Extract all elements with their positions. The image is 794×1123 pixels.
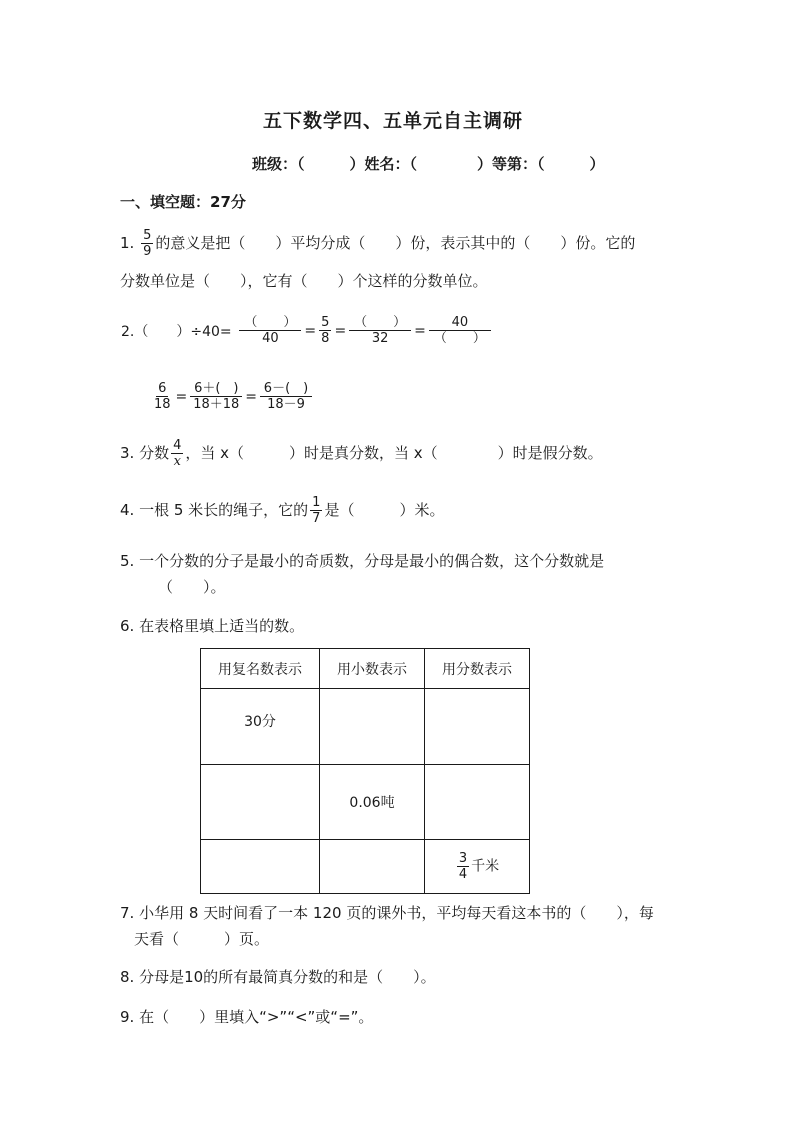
equals-sign: =: [175, 388, 188, 405]
fraction-numerator: （ ）: [349, 315, 411, 331]
question-8: 8. 分母是10的所有最简真分数的和是（ ）。: [120, 968, 436, 986]
table-cell: 30分: [201, 689, 320, 765]
fraction-numerator: 3: [458, 851, 468, 866]
fraction-denominator: 18＋18: [193, 397, 240, 412]
fraction-numerator: 1: [312, 495, 321, 510]
table-header-cell: 用分数表示: [425, 649, 530, 689]
question-2-row-1: [120, 315, 493, 346]
fraction: [310, 495, 322, 526]
fraction-denominator: 18－9: [267, 397, 305, 412]
equals-sign: =: [304, 322, 317, 339]
question-text: 3. 分数: [120, 444, 170, 462]
answer-table: [200, 648, 530, 894]
fraction: [319, 315, 331, 346]
table-cell-blank[interactable]: [320, 689, 425, 765]
table-cell-blank[interactable]: [201, 840, 320, 894]
fraction-numerator: （ ）: [239, 315, 301, 331]
question-6: 6. 在表格里填上适当的数。: [120, 617, 305, 635]
question-4: [120, 495, 444, 526]
table-header-cell: 用复名数表示: [201, 649, 320, 689]
question-5-line-2: （ ）。: [158, 578, 226, 596]
fraction-denominator: 7: [312, 511, 321, 526]
fraction-denominator: 40: [262, 331, 279, 346]
fraction-denominator: x: [173, 454, 181, 469]
fraction: [190, 381, 242, 412]
fraction: [429, 315, 491, 346]
table-cell: 0.06吨: [320, 765, 425, 840]
table-row: [201, 689, 530, 765]
question-7-line-1: 7. 小华用 8 天时间看了一本 120 页的课外书，平均每天看这本书的（ ），每: [120, 904, 654, 922]
question-text: ，当 x（ ）时是真分数，当 x（ ）时是假分数。: [185, 444, 603, 462]
question-9: 9. 在（ ）里填入“>”“<”或“=”。: [120, 1008, 374, 1026]
table-cell-blank[interactable]: [320, 840, 425, 894]
question-5-line-1: 5. 一个分数的分子是最小的奇质数，分母是最小的偶合数，这个分数就是: [120, 552, 605, 570]
question-1-line-1: [120, 228, 635, 259]
table-header-row: [201, 649, 530, 689]
equals-sign: =: [245, 388, 258, 405]
fraction: [349, 315, 411, 346]
question-number: 1.: [120, 234, 135, 252]
unit-label: 千米: [471, 858, 500, 875]
table-cell-blank[interactable]: [425, 765, 530, 840]
equals-sign: =: [414, 322, 426, 339]
fraction-numerator: 6－( ): [260, 381, 312, 397]
equals-sign: =: [334, 322, 347, 339]
table-cell-blank[interactable]: [201, 765, 320, 840]
fraction-numerator: 5: [143, 228, 152, 243]
table-row: [201, 840, 530, 894]
fraction: [152, 381, 173, 412]
question-text: 是（ ）米。: [324, 501, 445, 519]
fraction-denominator: （ ）: [433, 331, 486, 346]
fraction: [457, 851, 469, 882]
fraction-numerator: 4: [173, 438, 182, 453]
fraction-denominator: 32: [371, 331, 389, 346]
fraction-numerator: 40: [429, 315, 491, 331]
fraction-denominator: 18: [154, 397, 171, 412]
page-title: 五下数学四、五单元自主调研: [263, 110, 524, 132]
table-header-cell: 用小数表示: [320, 649, 425, 689]
fraction-denominator: 4: [458, 867, 468, 882]
fraction: [260, 381, 312, 412]
question-2-row-2: [150, 381, 314, 412]
table-row: [201, 765, 530, 840]
student-info-line: 班级：（ ）姓名：（ ）等第：（ ）: [252, 155, 605, 173]
fraction: [141, 228, 153, 259]
table-cell-blank[interactable]: [425, 689, 530, 765]
fraction: [171, 438, 183, 469]
section-heading: 一、填空题：27分: [120, 193, 246, 211]
table-cell: [425, 840, 530, 894]
question-1-line-2: 分数单位是（ ），它有（ ）个这样的分数单位。: [120, 272, 488, 290]
fraction-numerator: 6＋( ): [190, 381, 242, 397]
question-7-line-2: 天看（ ）页。: [134, 930, 270, 948]
fraction-denominator: 9: [143, 244, 152, 259]
fraction: [239, 315, 301, 346]
question-text: 的意义是把（ ）平均分成（ ）份，表示其中的（ ）份。它的: [155, 234, 636, 252]
fraction-denominator: 8: [321, 331, 330, 346]
fraction-numerator: 5: [321, 315, 330, 330]
question-text: 2.（ ）÷40=: [121, 323, 232, 340]
question-text: 4. 一根 5 米长的绳子，它的: [120, 501, 309, 519]
question-3: [120, 438, 603, 469]
fraction-numerator: 6: [158, 381, 167, 396]
